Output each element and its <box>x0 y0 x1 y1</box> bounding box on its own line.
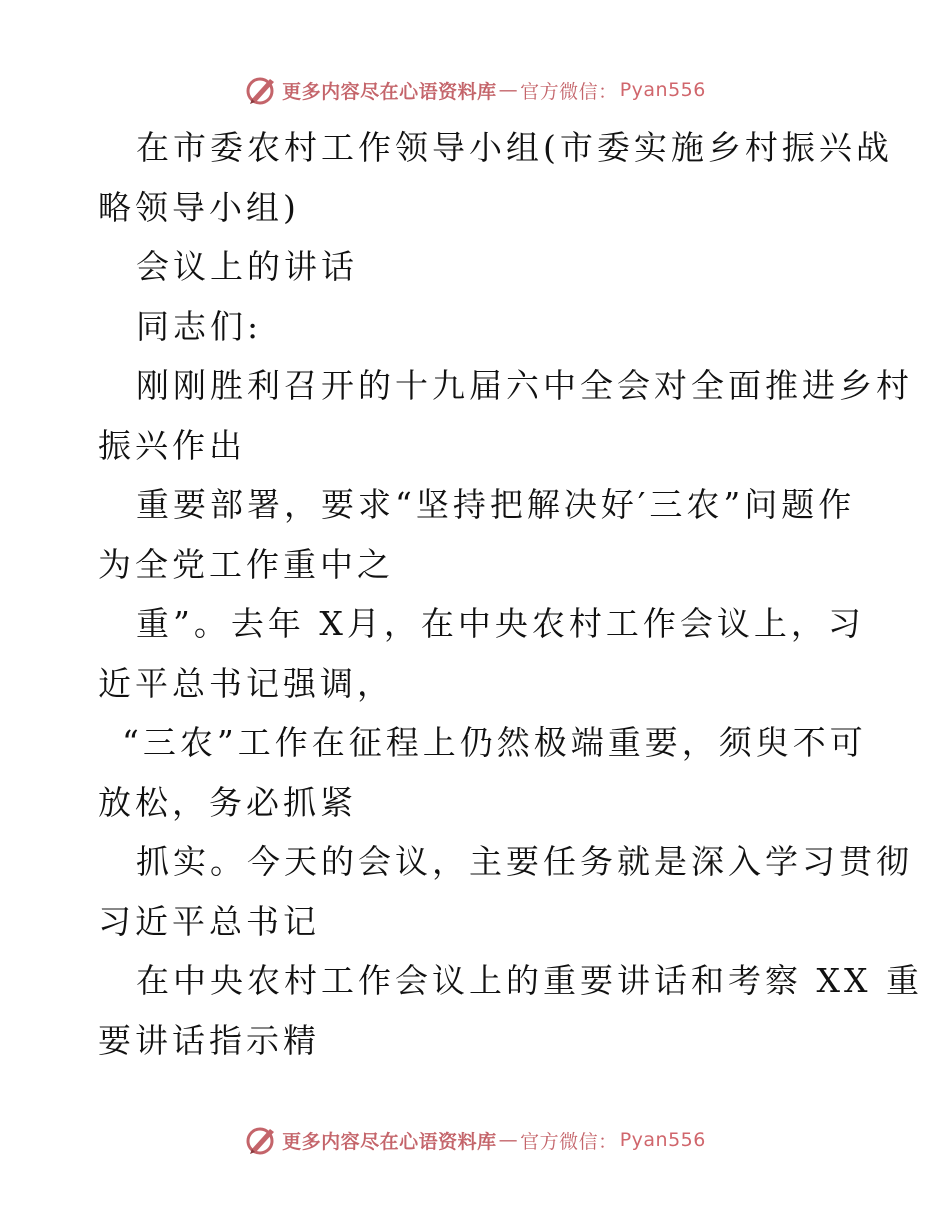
watermark-dash: — <box>498 79 519 101</box>
paragraph-line: 略领导小组) <box>98 187 300 227</box>
paragraph-line: 近平总书记强调， <box>98 663 394 703</box>
paragraph-line: 为全党工作重中之 <box>98 544 394 584</box>
paragraph-line: “三农”工作在征程上仍然极端重要，须臾不可 <box>122 723 867 762</box>
paragraph-line: 习近平总书记 <box>98 901 320 941</box>
document-body <box>98 118 923 1070</box>
watermark-brand: 更多内容尽在心语资料库 <box>282 1130 497 1153</box>
pen-circle-icon <box>244 1123 278 1157</box>
paragraph-line: 会议上的讲话 <box>136 247 358 286</box>
header-watermark <box>0 70 950 110</box>
watermark-handle: Pyan556 <box>619 1129 706 1151</box>
paragraph-line: 抓实。今天的会议，主要任务就是深入学习贯彻 <box>136 842 913 881</box>
paragraph-line: 同志们: <box>136 306 263 346</box>
pen-circle-icon <box>244 73 278 107</box>
watermark-wechat-label: 官方微信： <box>520 1130 618 1153</box>
paragraph-line: 放松，务必抓紧 <box>98 782 357 822</box>
watermark-dash: — <box>498 1129 519 1151</box>
paragraph-line: 重要部署，要求“坚持把解决好′三农”问题作 <box>136 485 856 524</box>
watermark-wechat-label: 官方微信： <box>520 80 618 103</box>
paragraph-line: 在市委农村工作领导小组(市委实施乡村振兴战 <box>136 128 893 167</box>
paragraph-line: 在中央农村工作会议上的重要讲话和考察 XX 重 <box>136 961 923 1000</box>
footer-watermark <box>0 1120 950 1160</box>
paragraph-line: 重”。去年 X月，在中央农村工作会议上，习 <box>136 604 865 643</box>
watermark-handle: Pyan556 <box>619 79 706 101</box>
paragraph-line: 刚刚胜利召开的十九届六中全会对全面推进乡村 <box>136 366 913 405</box>
watermark-brand: 更多内容尽在心语资料库 <box>282 80 497 103</box>
paragraph-line: 振兴作出 <box>98 425 246 465</box>
paragraph-line: 要讲话指示精 <box>98 1020 320 1060</box>
